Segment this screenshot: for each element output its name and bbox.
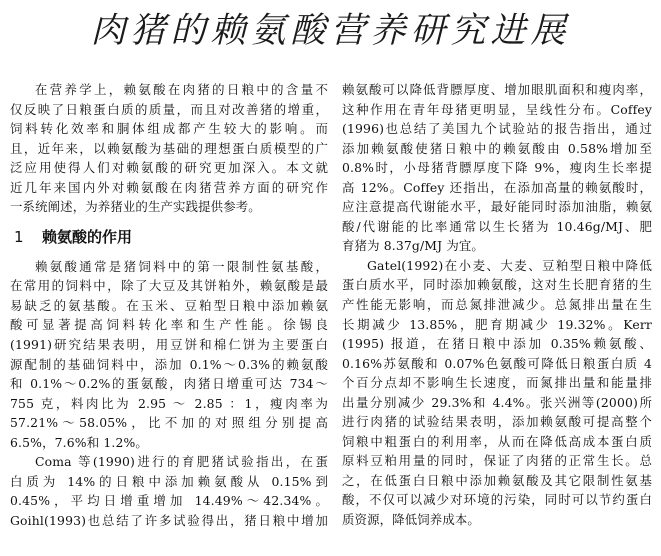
section-title: 赖氨酸的作用 <box>42 227 133 246</box>
text-line: 0.16%苏氨酸和 0.07%色氨酸可降低日粮蛋白质 4 <box>342 355 652 371</box>
section-heading <box>10 217 328 257</box>
left-column <box>10 80 328 556</box>
text-line: (1996)也总结了美国九个试验站的报告指出，通过 <box>342 121 652 137</box>
text-line: 57.21%～58.05%，比不加的对照组分别提高 <box>10 415 328 431</box>
text-line: 易缺乏的氨基酸。在玉米、豆粕型日粮中添加赖氨 <box>10 297 328 313</box>
text-line: 和 0.1%～0.2%的蛋氨酸，肉猪日增重可达 734～ <box>10 376 328 392</box>
text-line: 酸，不仅可以减少对环境的污染，同时可以节约蛋白 <box>342 492 652 508</box>
text-line: Goihl(1993)也总结了许多试验得出，猪日粮中增加 <box>10 512 328 528</box>
text-line: 饲料转化效率和胴体组成都产生较大的影响。而 <box>10 121 328 137</box>
text-line: 近几年来国内外对赖氨酸在肉猪营养方面的研究作 <box>10 179 328 195</box>
text-line: 在常用的饲料中，除了大豆及其饼粕外，赖氨酸是最 <box>10 278 328 294</box>
text-line: 应注意提高代谢能水平，最好能同时添加油脂，赖氨 <box>342 199 652 215</box>
body-paragraph <box>342 256 652 530</box>
text-line: 这种作用在青年母猪更明显，呈线性分布。Coffey <box>342 101 652 117</box>
text-line: 一系统阐述，为养猪业的生产实践提供参考。 <box>10 199 261 215</box>
text-line: Coma 等(1990)进行的育肥猪试验指出，在蛋 <box>35 454 328 470</box>
text-line: 0.8%时，小母猪背膘厚度下降 9%，瘦肉生长率提 <box>342 160 652 176</box>
text-line: 赖氨酸可以降低背膘厚度、增加眼肌面积和瘦肉率， <box>342 82 652 97</box>
text-line: 进行肉猪的试验结果表明，添加赖氨酸可提高整个 <box>342 414 652 430</box>
text-line: 755 克，料肉比为 2.95 ～ 2.85 ：1，瘦肉率为 <box>10 395 328 411</box>
text-line: Gatel(1992)在小麦、大麦、豆粕型日粮中降低 <box>367 257 652 273</box>
text-line: 添加赖氨酸使猪日粮中的赖氨酸由 0.58%增加至 <box>342 140 652 156</box>
text-line: 高 12%。Coffey 还指出，在添加高量的赖氨酸时， <box>342 179 652 195</box>
article-title: 肉猪的赖氨酸营养研究进展 <box>90 11 571 51</box>
intro-paragraph <box>10 80 328 217</box>
text-line: 0.45%，平均日增重增加 14.49%～42.34%。 <box>10 493 328 509</box>
text-line: (1995) 报道，在猪日粮中添加 0.35%赖氨酸、 <box>342 336 652 352</box>
text-line: 质资源，降低饲养成本。 <box>342 512 480 528</box>
text-line: 白质为 14%的日粮中添加赖氨酸从 0.15%到 <box>10 473 328 489</box>
text-line: 长期减少 13.85%，肥育期减少 19.32%。Kerr <box>342 316 652 332</box>
text-line: 饲粮中粗蛋白的利用率，从而在降低高成本蛋白质 <box>342 433 652 449</box>
text-line: 之，在低蛋白日粮中添加赖氨酸及其它限制性氨基 <box>342 472 652 488</box>
text-line: (1991)研究结果表明，用豆饼和棉仁饼为主要蛋白 <box>10 337 328 353</box>
section-number: 1 <box>14 227 24 246</box>
text-line: 酸可显著提高饲料转化率和生产性能。徐锡良 <box>10 317 328 333</box>
text-line: 个百分点却不影响生长速度，而氮排出量和能量排 <box>342 375 652 391</box>
text-line: 赖氨酸通常是猪饲料中的第一限制性氨基酸， <box>35 258 328 274</box>
text-line: 源配制的基础饲料中，添加 0.1%～0.3%的赖氨酸 <box>10 356 328 372</box>
right-column <box>342 80 652 556</box>
text-line: 蛋白质水平，同时添加赖氨酸，这对生长肥育猪的生 <box>342 277 652 293</box>
text-line: 出量分别减少 29.3%和 4.4%。张兴洲等(2000)所 <box>342 394 652 410</box>
text-line: 原料豆粕用量的同时，保证了肉猪的正常生长。总 <box>342 453 652 469</box>
text-line: 育猪为 8.37g/MJ 为宜。 <box>342 238 484 254</box>
text-line: 泛应用使得人们对赖氨酸的研究更加深入。本文就 <box>10 160 328 176</box>
text-line: 产性能无影响，而总氮排泄减少。总氮排出量在生 <box>342 297 652 313</box>
text-line: 且，近年来，以赖氨酸为基础的理想蛋白质模型的广 <box>10 140 328 156</box>
text-line: 酸/代谢能的比率通常以生长猪为 10.46g/MJ、肥 <box>342 218 652 234</box>
text-line: 6.5%，7.6%和 1.2%。 <box>10 434 148 450</box>
text-line: 在营养学上，赖氨酸在肉猪的日粮中的含量不 <box>35 82 328 97</box>
body-paragraph <box>342 80 652 256</box>
body-paragraph <box>10 257 328 452</box>
body-paragraph <box>10 452 328 530</box>
text-line: 仅反映了日粮蛋白质的质量，而且对改善猪的增重， <box>10 101 328 117</box>
